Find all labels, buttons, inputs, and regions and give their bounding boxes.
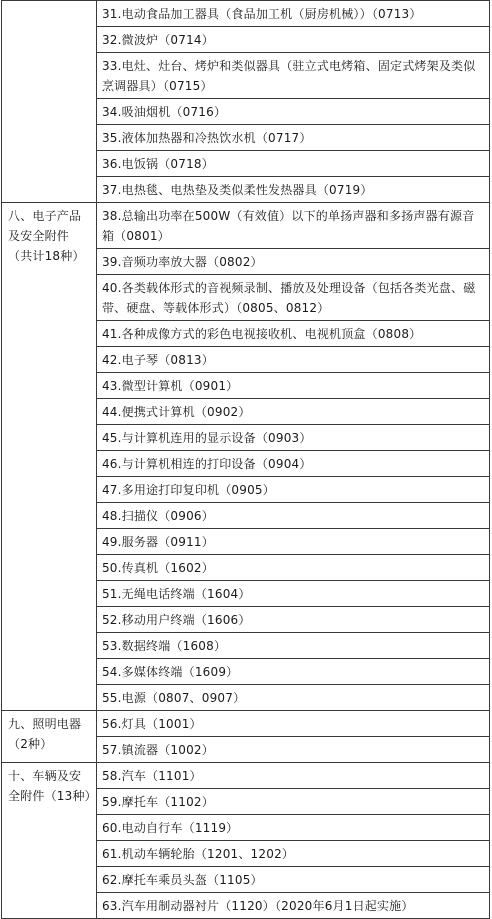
item-cell: 42.电子琴（0813） xyxy=(96,347,489,373)
item-cell: 51.无绳电话终端（1604） xyxy=(96,581,489,607)
category-cell: 八、电子产品及安全附件（共计18种） xyxy=(2,203,97,711)
product-catalog-table xyxy=(1,0,490,919)
item-cell: 34.吸油烟机（0716） xyxy=(96,99,489,125)
item-cell: 49.服务器（0911） xyxy=(96,529,489,555)
item-cell: 39.音频功率放大器（0802） xyxy=(96,249,489,275)
item-cell: 50.传真机（1602） xyxy=(96,555,489,581)
item-cell: 55.电源（0807、0907） xyxy=(96,685,489,711)
item-cell: 60.电动自行车（1119） xyxy=(96,815,489,841)
item-cell: 59.摩托车（1102） xyxy=(96,789,489,815)
item-cell: 58.汽车（1101） xyxy=(96,763,489,789)
item-cell: 62.摩托车乘员头盔（1105） xyxy=(96,867,489,893)
item-cell: 48.扫描仪（0906） xyxy=(96,503,489,529)
item-cell: 32.微波炉（0714） xyxy=(96,27,489,53)
item-cell: 53.数据终端（1608） xyxy=(96,633,489,659)
item-cell: 37.电热毯、电热垫及类似柔性发热器具（0719） xyxy=(96,177,489,203)
item-cell: 63.汽车用制动器衬片（1120）（2020年6月1日起实施） xyxy=(96,893,489,919)
item-cell: 57.镇流器（1002） xyxy=(96,737,489,763)
item-cell: 52.移动用户终端（1606） xyxy=(96,607,489,633)
item-cell: 33.电灶、灶台、烤炉和类似器具（驻立式电烤箱、固定式烤架及类似烹调器具）（0715） xyxy=(96,53,489,99)
item-cell: 43.微型计算机（0901） xyxy=(96,373,489,399)
item-cell: 46.与计算机相连的打印设备（0904） xyxy=(96,451,489,477)
table-row xyxy=(2,763,490,789)
item-cell: 61.机动车辆轮胎（1201、1202） xyxy=(96,841,489,867)
table-row xyxy=(2,711,490,737)
category-cell: 十、车辆及安全附件（13种） xyxy=(2,763,97,919)
table-row xyxy=(2,203,490,249)
item-cell: 36.电饭锅（0718） xyxy=(96,151,489,177)
item-cell: 45.与计算机连用的显示设备（0903） xyxy=(96,425,489,451)
item-cell: 40.各类载体形式的音视频录制、播放及处理设备（包括各类光盘、磁带、硬盘、等载体形式）（0805、0812） xyxy=(96,275,489,321)
item-cell: 38.总输出功率在500W（有效值）以下的单扬声器和多扬声器有源音箱（0801） xyxy=(96,203,489,249)
category-cell xyxy=(2,1,97,203)
item-cell: 47.多用途打印复印机（0905） xyxy=(96,477,489,503)
item-cell: 56.灯具（1001） xyxy=(96,711,489,737)
item-cell: 54.多媒体终端（1609） xyxy=(96,659,489,685)
category-cell: 九、照明电器（2种） xyxy=(2,711,97,763)
table-body xyxy=(2,1,490,919)
item-cell: 41.各种成像方式的彩色电视接收机、电视机顶盒（0808） xyxy=(96,321,489,347)
table-row xyxy=(2,1,490,27)
item-cell: 44.便携式计算机（0902） xyxy=(96,399,489,425)
item-cell: 35.液体加热器和冷热饮水机（0717） xyxy=(96,125,489,151)
item-cell: 31.电动食品加工器具（食品加工机（厨房机械））（0713） xyxy=(96,1,489,27)
